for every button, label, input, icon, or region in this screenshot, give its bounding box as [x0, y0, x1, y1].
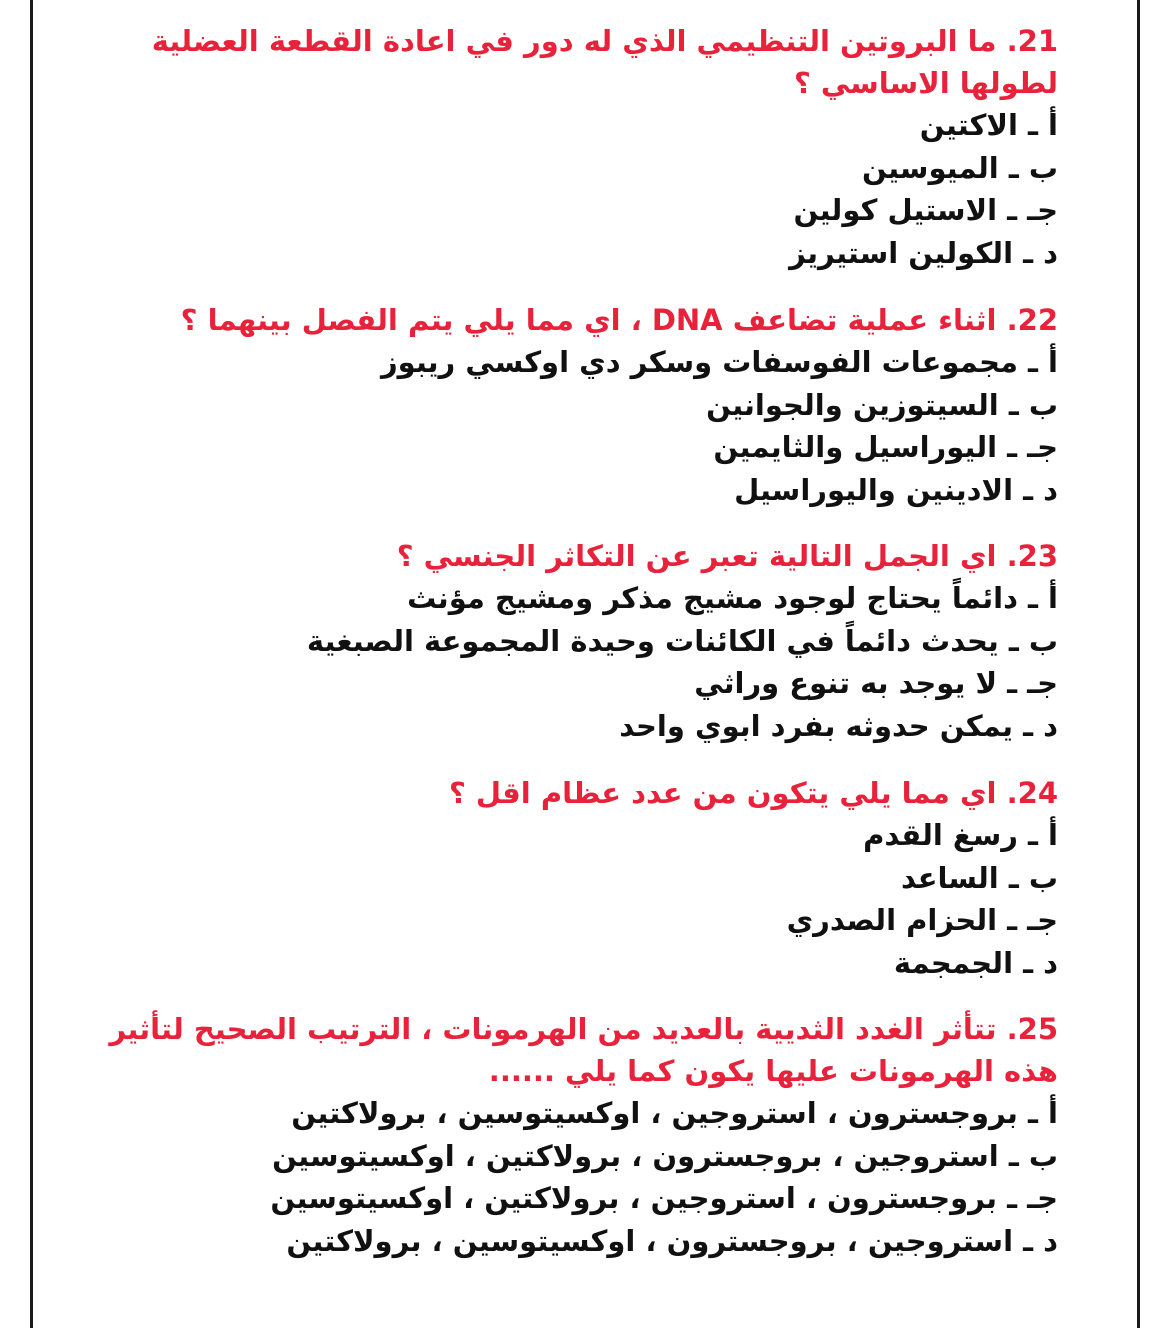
option-c: جـ ـ الاستيل كولين	[793, 193, 1058, 227]
option-d: د ـ الكولين استيريز	[789, 235, 1058, 270]
option-d: د ـ استروجين ، بروجسترون ، اوكسيتوسين ، برولاكتين	[286, 1223, 1058, 1258]
left-border-line	[30, 0, 33, 1328]
option-a: أ ـ مجموعات الفوسفات وسكر دي اوكسي ريبوز	[380, 345, 1058, 379]
question-title	[48, 772, 1058, 814]
question-text: ما البروتين التنظيمي الذي له دور في اعادة القطعة العضلية لطولها الاساسي ؟	[151, 24, 1058, 100]
question-24	[48, 772, 1058, 984]
question-25	[48, 1008, 1058, 1262]
option-b: ب ـ يحدث دائماً في الكائنات وحيدة المجموعة الصبغية	[306, 623, 1058, 658]
question-text: اثناء عملية تضاعف DNA ، اي مما يلي يتم الفصل بينهما ؟	[180, 303, 997, 337]
question-title	[48, 20, 1058, 104]
option-c: جـ ـ بروجسترون ، استروجين ، برولاكتين ، اوكسيتوسين	[270, 1181, 1058, 1215]
question-text: اي الجمل التالية تعبر عن التكاثر الجنسي ؟	[396, 539, 997, 573]
option-c: جـ ـ اليوراسيل والثايمين	[713, 430, 1058, 464]
question-23	[48, 535, 1058, 747]
option-b: ب ـ الساعد	[900, 860, 1058, 895]
question-text: اي مما يلي يتكون من عدد عظام اقل ؟	[448, 776, 997, 810]
option-d: د ـ الادينين واليوراسيل	[734, 472, 1058, 507]
question-number: 25.	[1006, 1012, 1058, 1046]
question-number: 23.	[1006, 539, 1058, 573]
question-title	[48, 535, 1058, 577]
question-22	[48, 299, 1058, 511]
option-d: د ـ يمكن حدوثه بفرد ابوي واحد	[619, 708, 1058, 743]
option-a: أ ـ دائماً يحتاج لوجود مشيج مذكر ومشيج مؤنث	[407, 581, 1058, 615]
question-number: 24.	[1006, 776, 1058, 810]
right-border-line	[1137, 0, 1140, 1328]
question-number: 21.	[1006, 24, 1058, 58]
option-a: أ ـ بروجسترون ، استروجين ، اوكسيتوسين ، برولاكتين	[291, 1096, 1058, 1130]
option-a: أ ـ الاكتين	[919, 108, 1058, 142]
question-title	[48, 1008, 1058, 1092]
question-text: تتأثر الغدد الثديية بالعديد من الهرمونات ، الترتيب الصحيح لتأثير هذه الهرمونات عليها يكون كما يلي ......	[109, 1012, 1058, 1088]
option-b: ب ـ استروجين ، بروجسترون ، برولاكتين ، اوكسيتوسين	[272, 1138, 1058, 1173]
question-21	[48, 20, 1058, 274]
option-a: أ ـ رسغ القدم	[863, 818, 1058, 852]
option-d: د ـ الجمجمة	[893, 945, 1058, 980]
question-number: 22.	[1006, 303, 1058, 337]
question-title	[48, 299, 1058, 341]
option-b: ب ـ الميوسين	[862, 150, 1058, 185]
option-c: جـ ـ لا يوجد به تنوع وراثي	[694, 666, 1058, 700]
option-c: جـ ـ الحزام الصدري	[786, 903, 1058, 937]
option-b: ب ـ السيتوزين والجوانين	[706, 387, 1058, 422]
